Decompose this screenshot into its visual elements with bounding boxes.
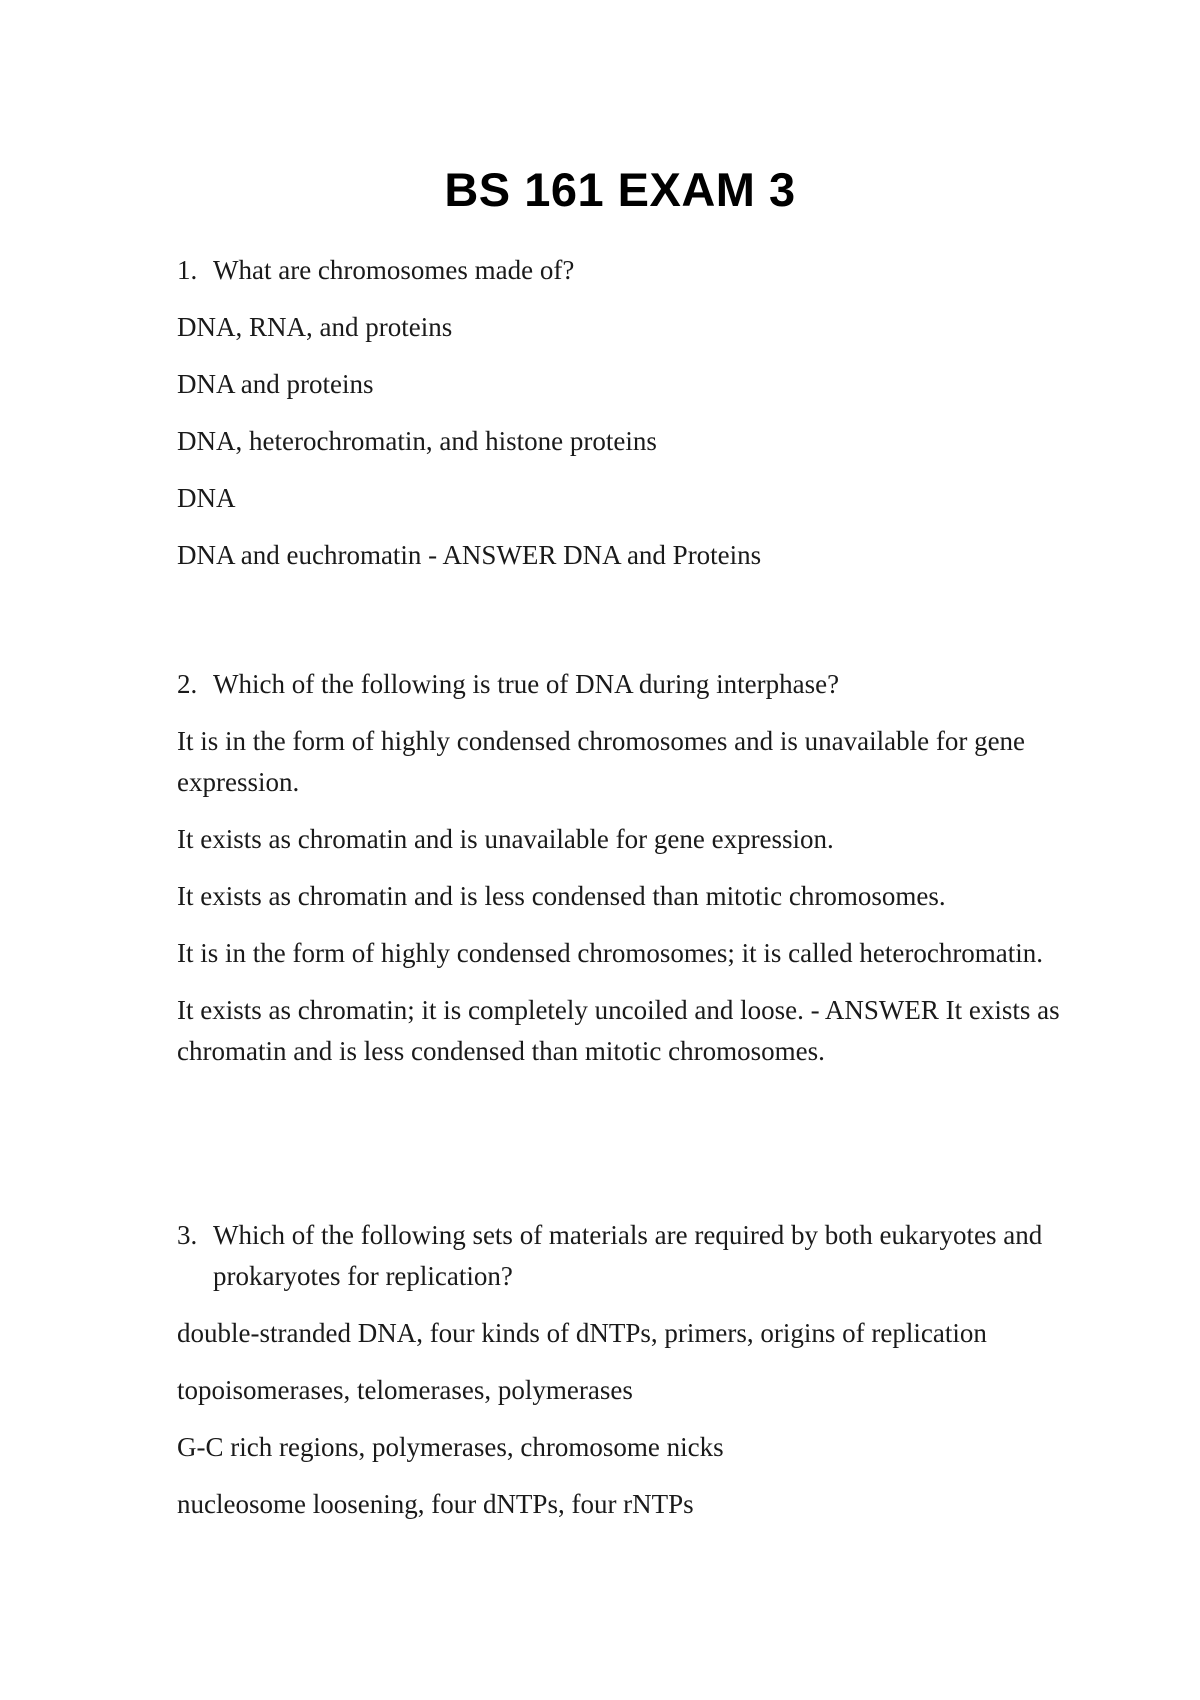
answer-option: DNA, heterochromatin, and histone proteins [177, 426, 657, 456]
page-title: BS 161 EXAM 3 [444, 163, 796, 216]
question-block-2 [177, 664, 1077, 1072]
answer-option: It is in the form of highly condensed chromosomes and is unavailable for gene expression. [177, 726, 1026, 797]
answer-option: topoisomerases, telomerases, polymerases [177, 1375, 633, 1405]
question-prompt [177, 250, 1077, 291]
question-number: 1. [177, 255, 198, 285]
answer-option-with-answer: DNA and euchromatin - ANSWER DNA and Proteins [177, 540, 762, 570]
question-number: 2. [177, 669, 198, 699]
answer-option: DNA and proteins [177, 369, 374, 399]
answer-option: DNA [177, 483, 236, 513]
question-block-3 [177, 1215, 1077, 1525]
question-text: Which of the following sets of materials are required by both eukaryotes and prokaryotes for replication? [213, 1220, 1043, 1291]
spacer [177, 1088, 1077, 1215]
question-text: What are chromosomes made of? [213, 255, 575, 285]
answer-option: double-stranded DNA, four kinds of dNTPs, primers, origins of replication [177, 1318, 987, 1348]
question-text: Which of the following is true of DNA during interphase? [213, 669, 840, 699]
answer-option: DNA, RNA, and proteins [177, 312, 453, 342]
answer-option-with-answer: It exists as chromatin; it is completely uncoiled and loose. - ANSWER It exists as chromatin and is less condensed than mitotic chromosomes. [177, 995, 1060, 1066]
spacer [177, 592, 1077, 664]
answer-option: It is in the form of highly condensed chromosomes; it is called heterochromatin. [177, 938, 1044, 968]
question-block-1 [177, 250, 1077, 576]
answer-option: nucleosome loosening, four dNTPs, four rNTPs [177, 1489, 694, 1519]
answer-option: It exists as chromatin and is unavailable for gene expression. [177, 824, 834, 854]
question-list [177, 250, 1077, 1541]
question-prompt [177, 1215, 1077, 1297]
question-number: 3. [177, 1220, 198, 1250]
answer-option: G-C rich regions, polymerases, chromosome nicks [177, 1432, 724, 1462]
answer-option: It exists as chromatin and is less condensed than mitotic chromosomes. [177, 881, 946, 911]
question-prompt [177, 664, 1077, 705]
